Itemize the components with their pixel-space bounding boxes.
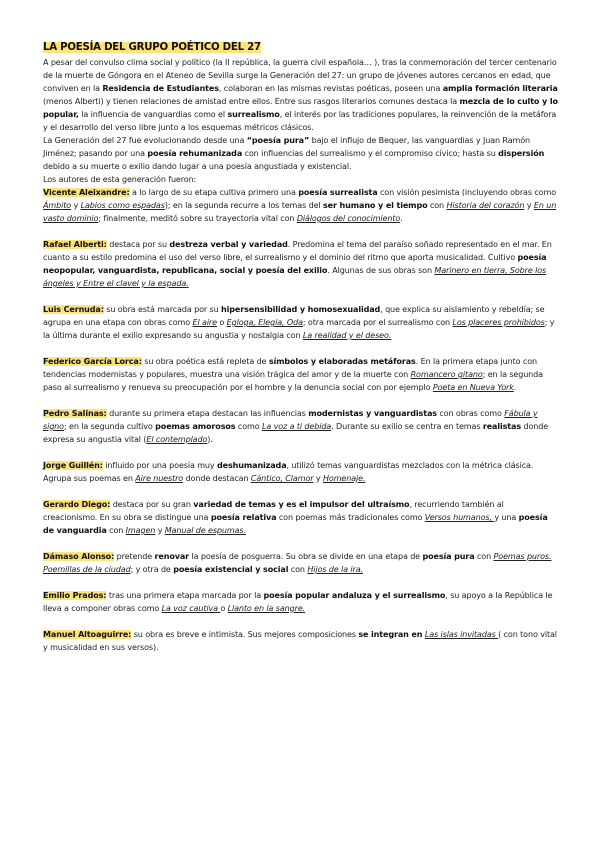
author-name: Federico García Lorca: — [43, 357, 142, 366]
work-title: Labios como espadas — [80, 201, 165, 210]
work-title: La realidad y el deseo. — [302, 331, 392, 340]
work-title: Poemas puros. Poemillas de la ciudad — [43, 552, 552, 574]
author-name: Dámaso Alonso: — [43, 552, 115, 561]
author-entry-salinas: Pedro Salinas: durante su primera etapa destacan las influencias modernistas y vanguardistas con obras como Fábula y signo; en la segunda cultivo poemas amorosos como La voz a ti debida. Durante su exilio se centra en temas realistas donde expresa su angustia vital (El contemplado). — [43, 409, 549, 444]
intro-paragraph-1: A pesar del convulso clima social y político (la II república, la guerra civil española… ), tras la conmemoración del tercer centenario de la muerte de Góngora en el Ateneo de Sevilla surge la Generación del 27: un grupo de jóvenes autores cercanos en edad, que conviven en la Residencia de Estudiantes, colaboran en las mismas revistas poéticas, poseen una amplia formación literaria (menos Alberti) y tienen relaciones de amistad entre ellos. Entre sus rasgos literarios comunes destaca la mezcla de lo culto y lo popular, la influencia de vanguardias como el surrealismo, el interés por las tradiciones populares, la reinvención de la metáfora y el desarrollo del verso libre junto a los esquemas métricos clásicos. — [43, 58, 558, 132]
work-title: Los placeres prohibidos — [452, 318, 545, 327]
work-title: Las islas invitadas — [424, 630, 499, 639]
author-entry-alonso: Dámaso Alonso: pretende renovar la poesía de posguerra. Su obra se divide en una etapa de poesía pura con Poemas puros. Poemillas de la ciudad; y otra de poesía existencial y social con Hijos de la ira. — [43, 552, 552, 574]
work-title: Aire nuestro — [135, 474, 184, 483]
author-entry-altolaguirre: Manuel Altoaguirre: su obra es breve e intimista. Sus mejores composiciones se integran en Las islas invitadas ( con tono vital y musicalidad en sus versos). — [43, 630, 557, 652]
work-title: Marinero en tierra, Sobre los ángeles y Entre el clavel y la espada. — [43, 266, 547, 288]
title-text: LA POESÍA DEL GRUPO POÉTICO DEL 27 — [43, 42, 261, 53]
work-title: La voz cautiva — [161, 604, 221, 613]
work-title: Egloga, Elegia, Oda — [226, 318, 303, 327]
work-title: Poeta en Nueva York — [432, 383, 514, 392]
author-entry-aleixandre: Vicente Aleixandre: a lo largo de su etapa cultiva primero una poesía surrealista con visión pesimista (incluyendo obras como Ámbito y Labios como espadas); en la segunda recurre a los temas del ser humano y el tiempo con Historia del corazón y En un vasto dominio; finalmente, meditó sobre su trayectoria vital con Diálogos del conocimiento. — [43, 188, 557, 223]
author-name: Rafael Alberti: — [43, 240, 107, 249]
work-title: Llanto en la sangre. — [227, 604, 306, 613]
author-entry-guillen: Jorge Guillén: influido por una poesía muy deshumanizada, utilizó temas vanguardistas mezclados con la métrica clásica. Agrupa sus poemas en Aire nuestro donde destacan Cántico, Clamor y Homenaje. — [43, 461, 534, 483]
author-name: Emilio Prados: — [43, 591, 107, 600]
author-name: Luis Cernuda: — [43, 305, 104, 314]
work-title: Historia del corazón — [446, 201, 525, 210]
author-entry-cernuda: Luis Cernuda: su obra está marcada por su hipersensibilidad y homosexualidad, que explica su aislamiento y rebeldía; se agrupa en una etapa con obras como El aire o Egloga, Elegia, Oda; otra marcada por el surrealismo con Los placeres prohibidos; y la última durante el exilio expresando su angustia y nostalgia con La realidad y el deseo. — [43, 305, 555, 340]
intro-paragraph-2: La Generación del 27 fue evolucionando desde una “poesía pura” bajo el influjo de Bequer, las vanguardias y Juan Ramón Jiménez; pasando por una poesía rehumanizada con influencias del surrealismo y el compromiso cívico; hasta su dispersión debido a su muerte o exilio dando lugar a una poesía angustiada y existencial. — [43, 136, 545, 171]
work-title: La voz a ti debida — [261, 422, 332, 431]
intro-paragraph-3: Los autores de esta generación fueron: — [43, 175, 197, 184]
work-title: El aire — [192, 318, 217, 327]
page-title — [43, 41, 558, 54]
work-title: Versos humanos, — [424, 513, 495, 522]
author-name: Manuel Altoaguirre: — [43, 630, 132, 639]
author-name: Vicente Aleixandre: — [43, 188, 130, 197]
work-title: Ámbito — [43, 201, 72, 210]
work-title: Diálogos del conocimiento — [296, 214, 401, 223]
work-title: El contemplado — [146, 435, 208, 444]
author-entry-diego: Gerardo Diego: destaca por su gran variedad de temas y es el impulsor del ultraísmo, recurriendo también al creacionismo. En su obra se distingue una poesía relativa con poemas más tradicionales como Versos humanos, y una poesía de vanguardia con Imagen y Manual de espumas. — [43, 500, 548, 535]
author-name: Pedro Salinas: — [43, 409, 107, 418]
author-name: Gerardo Diego: — [43, 500, 111, 509]
work-title: Cántico, Clamor — [250, 474, 314, 483]
work-title: En un vasto dominio — [43, 201, 557, 223]
work-title: Romancero gitano — [410, 370, 483, 379]
work-title: Fábula y signo — [43, 409, 538, 431]
work-title: Homenaje. — [322, 474, 366, 483]
work-title: Hijos de la ira. — [307, 565, 363, 574]
work-title: Imagen — [125, 526, 156, 535]
author-entry-alberti: Rafael Alberti: destaca por su destreza verbal y variedad. Predomina el tema del paraíso soñado representado en el mar. En cuanto a su estilo predomina el uso del verso libre, el surrealismo y el dominio del ritmo que aporta musicalidad. Cultivo poesía neopopular, vanguardista, republicana, social y poesía del exilio. Algunas de sus obras son Marinero en tierra, Sobre los ángeles y Entre el clavel y la espada. — [43, 240, 552, 288]
author-name: Jorge Guillén: — [43, 461, 103, 470]
author-entry-prados: Emilio Prados: tras una primera etapa marcada por la poesía popular andaluza y el surrealismo, su apoyo a la República le lleva a componer obras como La voz cautiva o Llanto en la sangre. — [43, 591, 553, 613]
author-entry-lorca: Federico García Lorca: su obra poética está repleta de símbolos y elaboradas metáforas. En la primera etapa junto con tendencias modernistas y populares, muestra una visión trágica del amor y de la muerte con Romancero gitano; en la segunda paso al surrealismo y renueva su preocupación por el hombre y la denuncia social con por ejemplo Poeta en Nueva York. — [43, 357, 543, 392]
work-title: Manual de espumas. — [164, 526, 246, 535]
